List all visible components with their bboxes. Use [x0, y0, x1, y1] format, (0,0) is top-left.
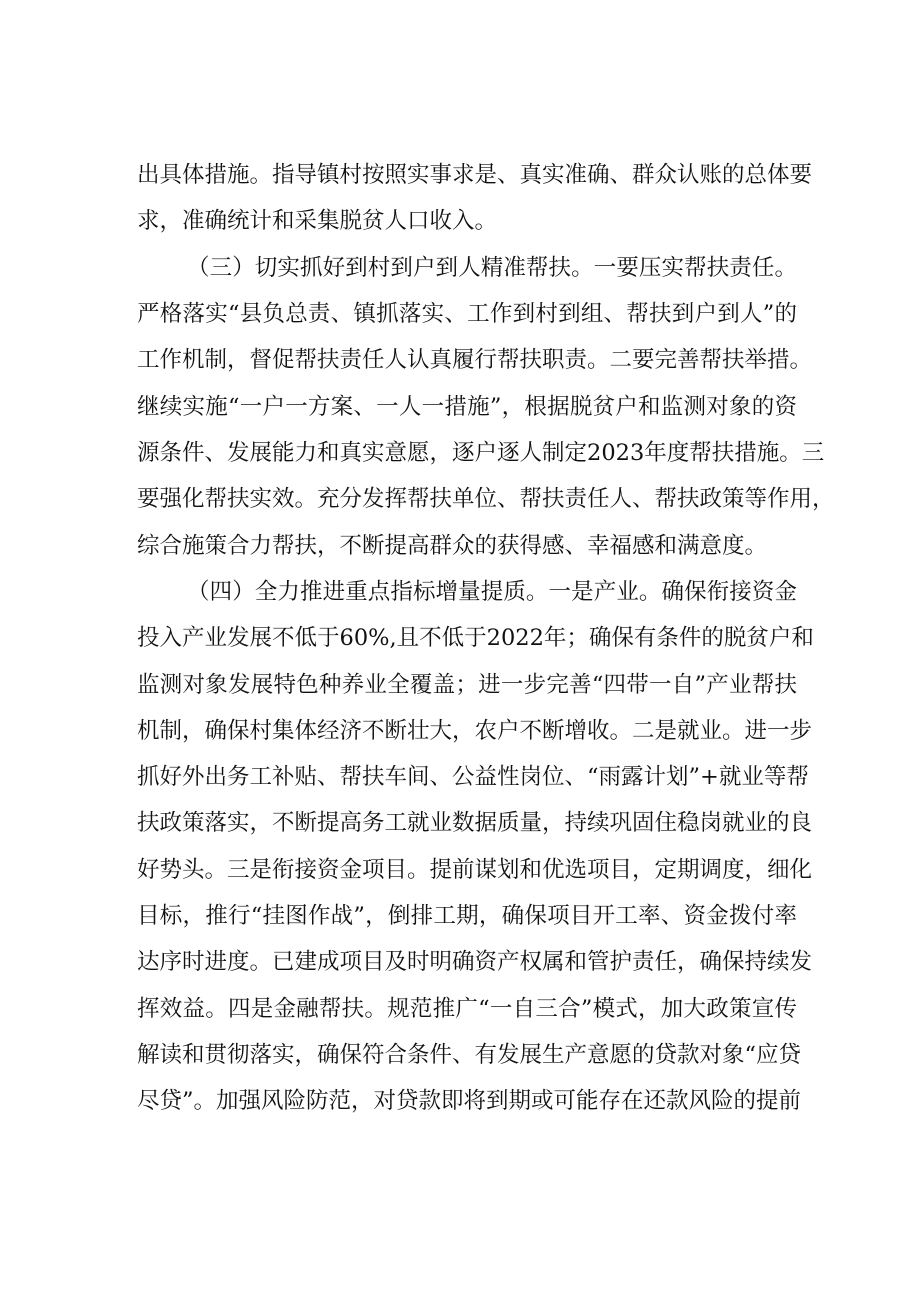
paragraph-line: 抓好外出务工补贴、帮扶车间、公益性岗位、“雨露计划”+就业等帮 — [137, 764, 809, 790]
paragraph-line: 监测对象发展特色种养业全覆盖；进一步完善“四带一自”产业帮扶 — [137, 672, 797, 698]
paragraph-line: 机制，确保村集体经济不断壮大，农户不断增收。二是就业。进一步 — [137, 718, 813, 744]
paragraph-line: 工作机制，督促帮扶责任人认真履行帮扶职责。二要完善帮扶举措。 — [137, 347, 813, 373]
paragraph-line: 挥效益。四是金融帮扶。规范推广“一自三合”模式，加大政策宣传 — [137, 996, 797, 1022]
paragraph-line: 要强化帮扶实效。充分发挥帮扶单位、帮扶责任人、帮扶政策等作用， — [137, 486, 835, 512]
paragraph-line: 严格落实“县负总责、镇抓落实、工作到村到组、帮扶到户到人”的 — [137, 301, 797, 327]
paragraph-line: 综合施策合力帮扶，不断提高群众的获得感、幸福感和满意度。 — [137, 533, 768, 559]
paragraph-line: 扶政策落实，不断提高务工就业数据质量，持续巩固住稳岗就业的良 — [137, 810, 813, 836]
paragraph-line: 源条件、发展能力和真实意愿，逐户逐人制定2023年度帮扶措施。三 — [137, 440, 825, 466]
paragraph-line: 达序时进度。已建成项目及时明确资产权属和管护责任，确保持续发 — [137, 949, 813, 975]
paragraph-line: 出具体措施。指导镇村按照实事求是、真实准确、群众认账的总体要 — [137, 162, 813, 188]
paragraph-line: 继续实施“一户一方案、一人一措施”，根据脱贫户和监测对象的资 — [137, 394, 797, 420]
paragraph-line: 求，准确统计和采集脱贫人口收入。 — [137, 208, 498, 234]
section-heading-line: （三）切实抓好到村到户到人精准帮扶。一要压实帮扶责任。 — [187, 255, 797, 281]
paragraph-line: 目标，推行“挂图作战”，倒排工期，确保项目开工率、资金拨付率 — [137, 903, 797, 929]
paragraph-line: 投入产业发展不低于60%,且不低于2022年；确保有条件的脱贫户和 — [137, 625, 814, 651]
paragraph-line: 好势头。三是衔接资金项目。提前谋划和优选项目，定期调度，细化 — [137, 857, 813, 883]
paragraph-line: 解读和贯彻落实，确保符合条件、有发展生产意愿的贷款对象“应贷 — [137, 1042, 802, 1068]
paragraph-line: 尽贷”。加强风险防范，对贷款即将到期或可能存在还款风险的提前 — [137, 1088, 802, 1114]
section-heading-line: （四）全力推进重点指标增量提质。一是产业。确保衔接资金 — [187, 579, 797, 605]
